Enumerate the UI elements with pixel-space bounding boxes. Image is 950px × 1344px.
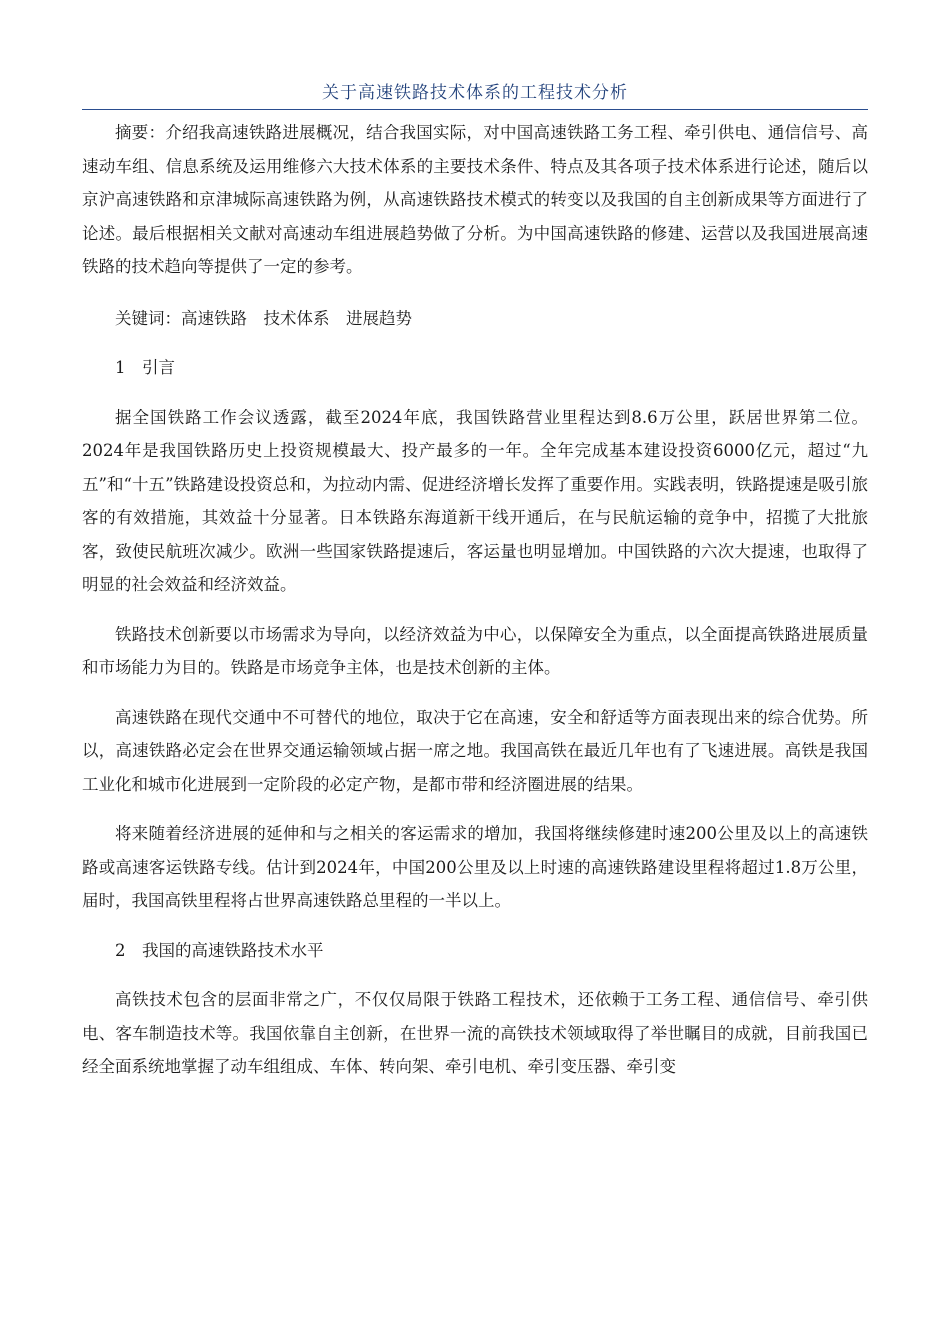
- document-body: [82, 116, 868, 1100]
- section-heading-1: 1 引言: [115, 358, 175, 377]
- body-paragraph: 铁路技术创新要以市场需求为导向，以经济效益为中心，以保障安全为重点，以全面提高铁路进展质量和市场能力为目的。铁路是市场竞争主体，也是技术创新的主体。: [82, 624, 868, 677]
- body-paragraph: 据全国铁路工作会议透露，截至2024年底，我国铁路营业里程达到8.6万公里，跃居世界第二位。2024年是我国铁路历史上投资规模最大、投产最多的一年。全年完成基本建设投资6000亿元，超过“九五”和“十五”铁路建设投资总和，为拉动内需、促进经济增长发挥了重要作用。实践表明，铁路提速是吸引旅客的有效措施，其效益十分显著。日本铁路东海道新干线开通后，在与民航运输的竞争中，招揽了大批旅客，致使民航班次减少。欧洲一些国家铁路提速后，客运量也明显增加。中国铁路的六次大提速，也取得了明显的社会效益和经济效益。: [82, 407, 868, 594]
- body-paragraph: 高速铁路在现代交通中不可替代的地位，取决于它在高速，安全和舒适等方面表现出来的综合优势。所以，高速铁路必定会在世界交通运输领域占据一席之地。我国高铁在最近几年也有了飞速进展。高铁是我国工业化和城市化进展到一定阶段的必定产物，是都市带和经济圈进展的结果。: [82, 707, 868, 794]
- page-title: 关于高速铁路技术体系的工程技术分析: [82, 78, 868, 110]
- section-heading-2: 2 我国的高速铁路技术水平: [115, 940, 324, 960]
- abstract-paragraph: 摘要：介绍我高速铁路进展概况，结合我国实际，对中国高速铁路工务工程、牵引供电、通信信号、高速动车组、信息系统及运用维修六大技术体系的主要技术条件、特点及其各项子技术体系进行论述，随后以京沪高速铁路和京津城际高速铁路为例，从高速铁路技术模式的转变以及我国的自主创新成果等方面进行了论述。最后根据相关文献对高速动车组进展趋势做了分析。为中国高速铁路的修建、运营以及我国进展高速铁路的技术趋向等提供了一定的参考。: [82, 123, 868, 276]
- body-paragraph: 将来随着经济进展的延伸和与之相关的客运需求的增加，我国将继续修建时速200公里及以上的高速铁路或高速客运铁路专线。估计到2024年，中国200公里及以上时速的高速铁路建设里程将超过1.8万公里，届时，我国高铁里程将占世界高速铁路总里程的一半以上。: [82, 824, 868, 910]
- keywords-line: 关键词：高速铁路 技术体系 进展趋势: [115, 308, 412, 328]
- body-paragraph: 高铁技术包含的层面非常之广，不仅仅局限于铁路工程技术，还依赖于工务工程、通信信号、牵引供电、客车制造技术等。我国依靠自主创新，在世界一流的高铁技术领域取得了举世瞩目的成就，目前我国已经全面系统地掌握了动车组组成、车体、转向架、牵引电机、牵引变压器、牵引变: [82, 990, 868, 1076]
